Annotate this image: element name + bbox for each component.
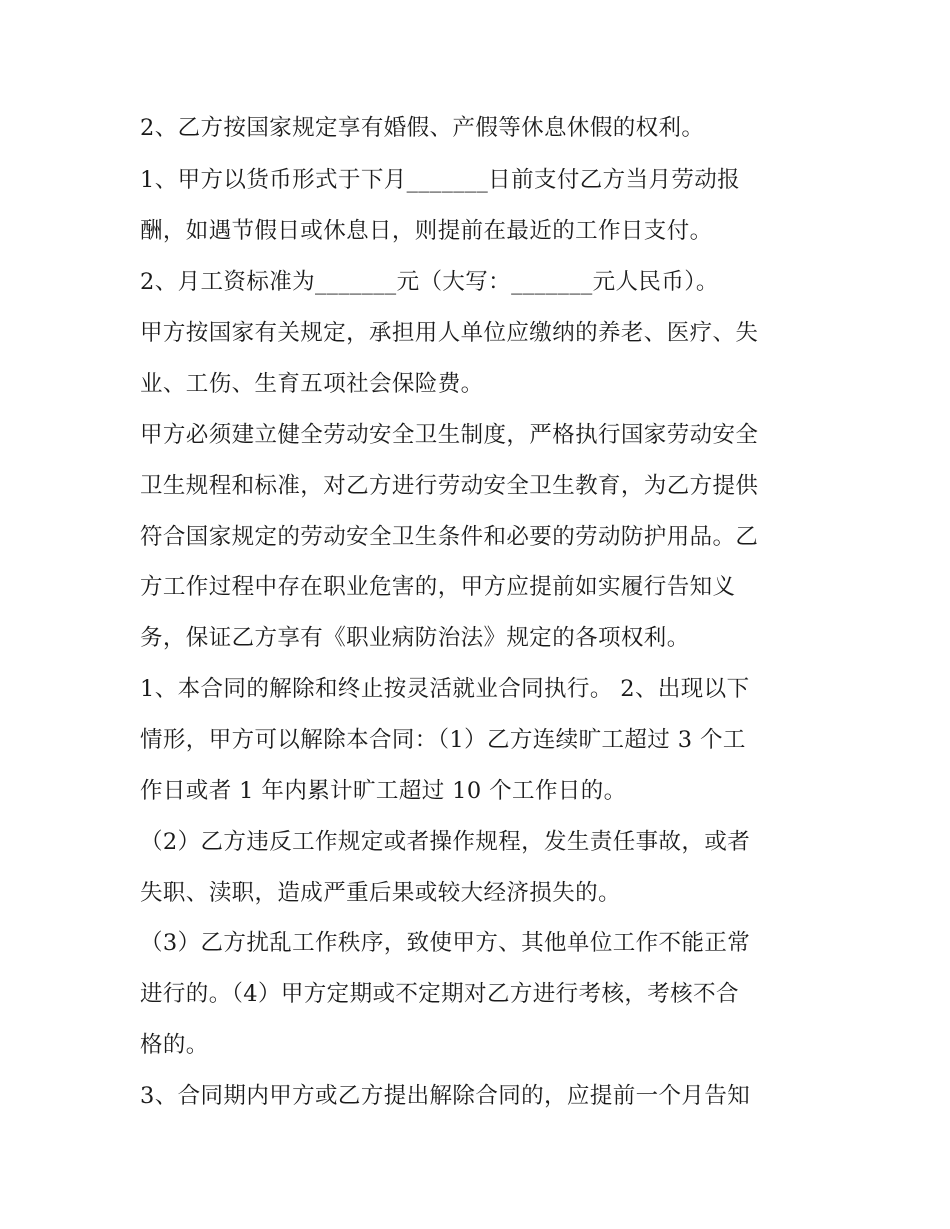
text-line: 业、工伤、生育五项社会保险费。 <box>140 371 484 397</box>
text-line: 符合国家规定的劳动安全卫生条件和必要的劳动防护用品。乙 <box>140 524 759 550</box>
text-line: 1、本合同的解除和终止按灵活就业合同执行。 2、出现以下 <box>140 676 750 702</box>
text-line: 酬，如遇节假日或休息日，则提前在最近的工作日支付。 <box>140 218 713 244</box>
text-line: 卫生规程和标准，对乙方进行劳动安全卫生教育，为乙方提供 <box>140 473 759 499</box>
text-line: 2、月工资标准为_______元（大写：_______元人民币）。 <box>140 269 719 295</box>
text-line: 情形，甲方可以解除本合同：（1）乙方连续旷工超过 3 个工 <box>140 727 746 753</box>
text-line: 格的。 <box>140 1032 209 1058</box>
text-line: 2、乙方按国家规定享有婚假、产假等休息休假的权利。 <box>140 115 705 141</box>
text-line: 失职、渎职，造成严重后果或较大经济损失的。 <box>140 880 621 906</box>
text-line: 甲方按国家有关规定，承担用人单位应缴纳的养老、医疗、失 <box>140 320 759 346</box>
text-line: 3、合同期内甲方或乙方提出解除合同的，应提前一个月告知 <box>140 1083 751 1109</box>
text-line: （2）乙方违反工作规定或者操作规程，发生责任事故，或者 <box>140 829 751 855</box>
text-line: 方工作过程中存在职业危害的，甲方应提前如实履行告知义 <box>140 574 736 600</box>
text-line: （3）乙方扰乱工作秩序，致使甲方、其他单位工作不能正常 <box>140 930 751 956</box>
text-line: 1、甲方以货币形式于下月_______日前支付乙方当月劳动报 <box>140 167 741 193</box>
text-line: 务，保证乙方享有《职业病防治法》规定的各项权利。 <box>140 625 690 651</box>
text-line: 进行的。（4）甲方定期或不定期对乙方进行考核，考核不合 <box>140 981 739 1007</box>
text-line: 甲方必须建立健全劳动安全卫生制度，严格执行国家劳动安全 <box>140 422 759 448</box>
text-line: 作日或者 1 年内累计旷工超过 10 个工作日的。 <box>140 778 627 804</box>
